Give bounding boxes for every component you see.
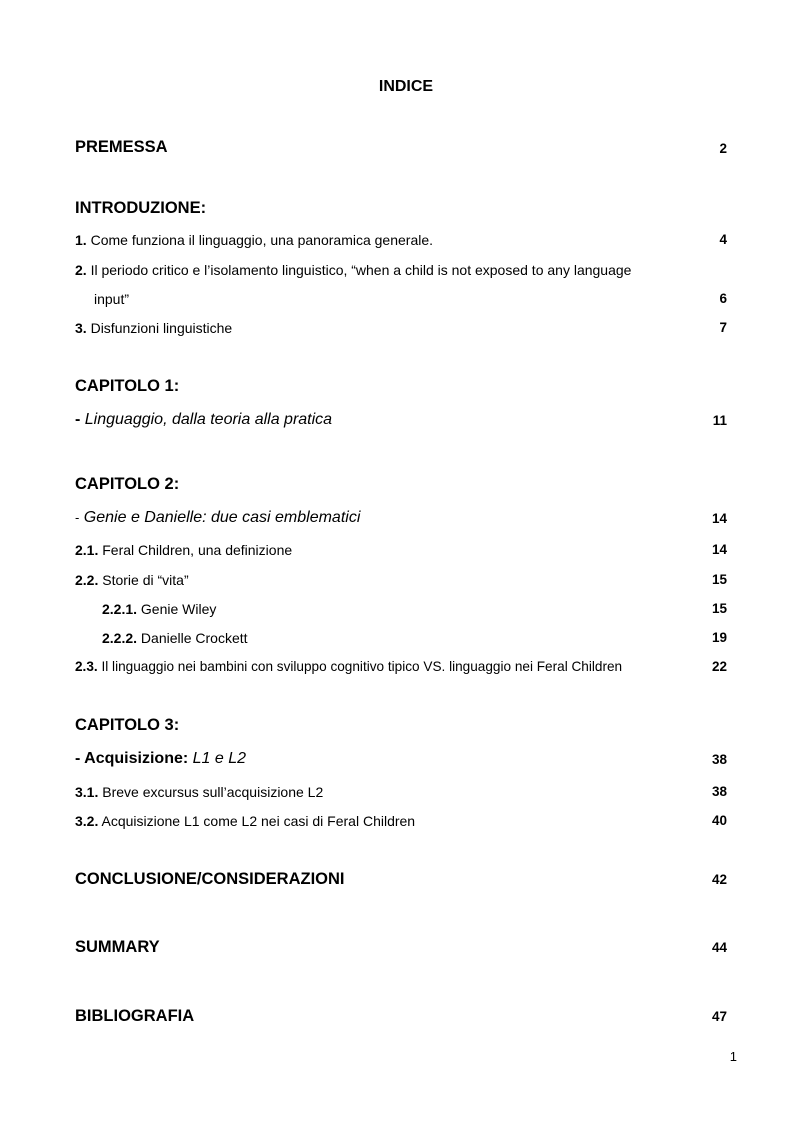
toc-page-capitolo-2: 14 bbox=[711, 511, 727, 526]
toc-entry-text: Genie Wiley bbox=[140, 601, 217, 617]
toc-entry-3-1 bbox=[75, 784, 323, 800]
toc-heading-capitolo-1: CAPITOLO 1: bbox=[75, 377, 180, 395]
toc-dash: - bbox=[75, 411, 81, 428]
toc-entry-2-2-1 bbox=[102, 601, 216, 617]
toc-page-3-1: 38 bbox=[711, 784, 727, 799]
toc-entry-number: 2.1. bbox=[75, 542, 99, 558]
toc-page-capitolo-3: 38 bbox=[711, 752, 727, 767]
page-number: 1 bbox=[729, 1049, 737, 1064]
toc-entry-text: Danielle Crockett bbox=[140, 630, 248, 646]
toc-entry-text: Il periodo critico e l’isolamento linguistico, “when a child is not exposed to any language bbox=[90, 262, 632, 278]
toc-page-2-1: 14 bbox=[711, 542, 727, 557]
toc-entry-number: 2.2.2. bbox=[102, 630, 138, 646]
toc-heading-premessa: PREMESSA bbox=[75, 138, 168, 156]
toc-heading-conclusione: CONCLUSIONE/CONSIDERAZIONI bbox=[75, 870, 345, 888]
toc-page-2-2-1: 15 bbox=[711, 601, 727, 616]
toc-entry-number: 1. bbox=[75, 232, 87, 248]
toc-page-intro-2: 6 bbox=[719, 291, 727, 306]
toc-heading-summary: SUMMARY bbox=[75, 938, 160, 956]
toc-page-3-2: 40 bbox=[711, 813, 727, 828]
toc-entry-number: 2.3. bbox=[75, 659, 98, 674]
toc-page-premessa: 2 bbox=[719, 141, 727, 156]
toc-entry-2-2 bbox=[75, 572, 189, 588]
toc-page-intro-3: 7 bbox=[719, 320, 727, 335]
toc-subheading-capitolo-2 bbox=[75, 509, 360, 527]
toc-subheading-text: Linguaggio, dalla teoria alla pratica bbox=[84, 411, 333, 428]
toc-subheading-text: Genie e Danielle: due casi emblematici bbox=[83, 509, 361, 526]
toc-subheading-capitolo-3 bbox=[75, 750, 246, 768]
toc-page-intro-1: 4 bbox=[719, 232, 727, 247]
toc-page-summary: 44 bbox=[711, 940, 727, 955]
toc-entry-number: 2. bbox=[75, 262, 87, 278]
toc-subheading-label: - Acquisizione: bbox=[75, 750, 189, 767]
toc-dash: - bbox=[75, 510, 80, 525]
toc-page-bibliografia: 47 bbox=[711, 1009, 727, 1024]
toc-page-2-3: 22 bbox=[711, 659, 727, 674]
toc-heading-capitolo-3: CAPITOLO 3: bbox=[75, 716, 180, 734]
toc-entry-text: Breve excursus sull’acquisizione L2 bbox=[102, 784, 324, 800]
toc-page-capitolo-1: 11 bbox=[712, 413, 727, 428]
toc-heading-introduzione: INTRODUZIONE: bbox=[75, 199, 207, 217]
toc-entry-intro-2-continuation: input” bbox=[94, 291, 130, 307]
toc-subheading-text: L1 e L2 bbox=[192, 750, 247, 767]
toc-entry-number: 2.2. bbox=[75, 572, 99, 588]
toc-entry-3-2 bbox=[75, 813, 415, 829]
toc-heading-capitolo-2: CAPITOLO 2: bbox=[75, 475, 180, 493]
toc-entry-text: Il linguaggio nei bambini con sviluppo cognitivo tipico VS. linguaggio nei Feral Children bbox=[101, 659, 623, 674]
toc-page-conclusione: 42 bbox=[711, 872, 727, 887]
toc-entry-text: Disfunzioni linguistiche bbox=[90, 320, 233, 336]
toc-page-2-2: 15 bbox=[711, 572, 727, 587]
toc-entry-text: Come funziona il linguaggio, una panoramica generale. bbox=[90, 232, 434, 248]
toc-entry-number: 3. bbox=[75, 320, 87, 336]
toc-entry-2-3 bbox=[75, 659, 622, 674]
toc-entry-number: 2.2.1. bbox=[102, 601, 138, 617]
toc-entry-text: Storie di “vita” bbox=[102, 572, 189, 588]
toc-entry-intro-1 bbox=[75, 232, 433, 248]
toc-entry-intro-2 bbox=[75, 262, 631, 278]
toc-entry-text: Feral Children, una definizione bbox=[102, 542, 293, 558]
toc-heading-bibliografia: BIBLIOGRAFIA bbox=[75, 1007, 195, 1025]
toc-subheading-capitolo-1 bbox=[75, 411, 332, 429]
page-title: INDICE bbox=[378, 78, 434, 95]
toc-entry-number: 3.2. bbox=[75, 813, 99, 829]
toc-entry-2-2-2 bbox=[102, 630, 248, 646]
toc-entry-intro-3 bbox=[75, 320, 232, 336]
toc-entry-number: 3.1. bbox=[75, 784, 99, 800]
toc-page-2-2-2: 19 bbox=[711, 630, 727, 645]
toc-entry-2-1 bbox=[75, 542, 292, 558]
toc-entry-text: Acquisizione L1 come L2 nei casi di Feral Children bbox=[101, 813, 416, 829]
